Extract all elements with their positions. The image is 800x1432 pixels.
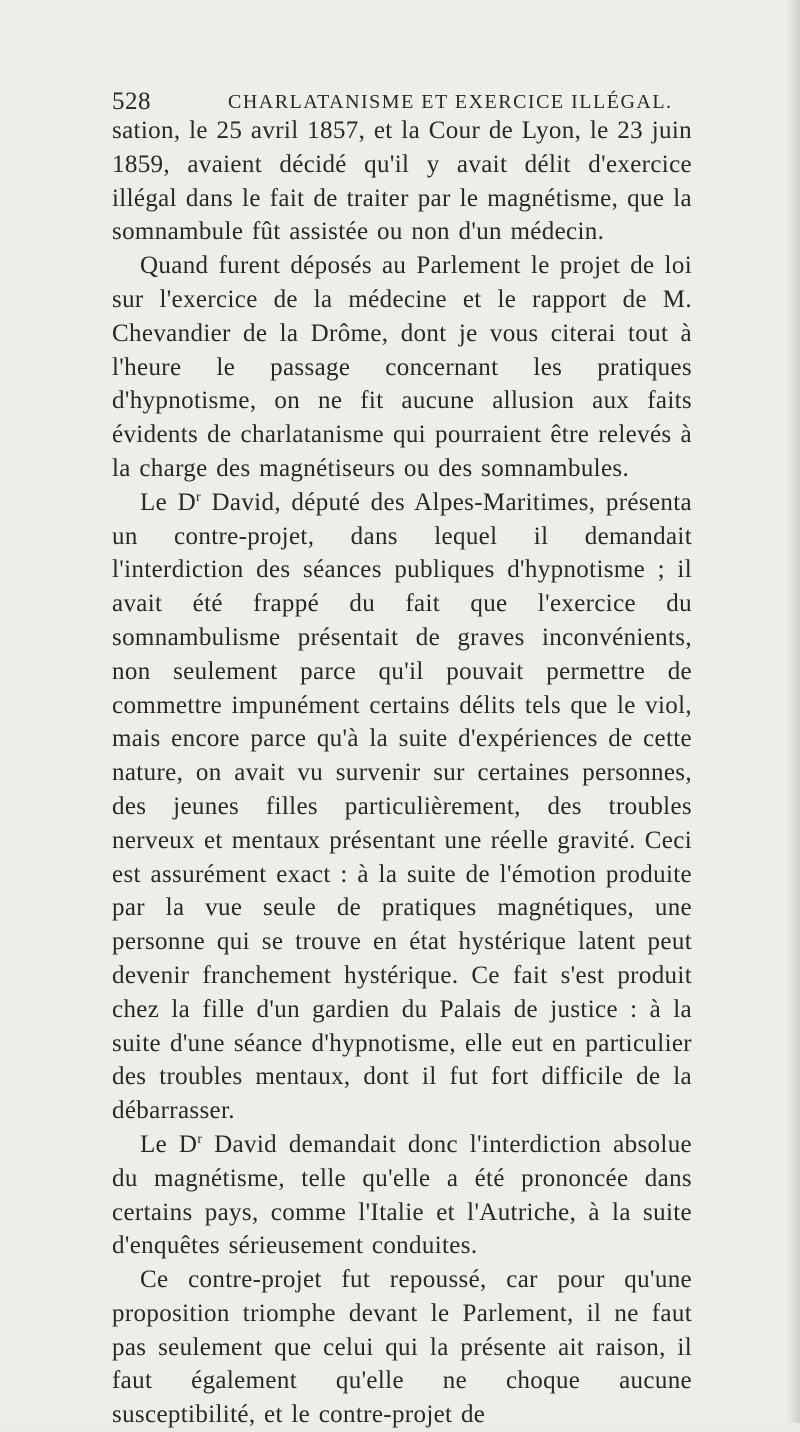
superscript-r: r	[195, 489, 201, 505]
paragraph-continuation	[112, 114, 692, 249]
paragraph-david-counter-project	[112, 486, 692, 1128]
paragraph-counter-project-rejected	[112, 1263, 692, 1432]
paragraph-text: David, député des Alpes-Maritimes, présenta un contre-projet, dans lequel il demandait l'interdiction des séances publiques d'hypnotisme ; il avait été frappé du fait que l'exercice du somnambulisme présentait de graves inconvénients, non seulement parce qu'il pouvait permettre de commettre impunément certains délits tels que le viol, mais encore parce qu'à la suite d'expériences de cette nature, on avait vu survenir sur certaines personnes, des jeunes filles particulièrement, des troubles nerveux et mentaux présentant une réelle gravité. Ceci est assurément exact : à la suite de l'émotion produite par la vue seule de pratiques magnétiques, une personne qui se trouve en état hystérique latent peut devenir franchement hystérique. Ce fait s'est produit chez la fille d'un gardien du Palais de justice : à la suite d'une séance d'hypnotisme, elle eut en particulier des troubles mentaux, dont il fut fort difficile de la débarrasser.	[112, 488, 692, 1125]
body-text	[112, 114, 692, 1432]
paragraph-david-interdiction	[112, 1128, 692, 1263]
paragraph-text: David demandait donc l'interdiction absolue du magnétisme, telle qu'elle a été prononcée dans certains pays, comme l'Italie et l'Autriche, à la suite d'enquêtes sérieusement conduites.	[112, 1130, 692, 1260]
running-head-title: CHARLATANISME ET EXERCICE ILLÉGAL.	[228, 91, 673, 113]
page-edge-shadow	[786, 0, 800, 1423]
paragraph-text: Ce contre-projet fut repoussé, car pour qu'une proposition triomphe devant le Parlement, il ne faut pas seulement que celui qui la présente ait raison, il faut également qu'elle ne choque aucune susceptibilité, et le contre-projet de	[112, 1266, 692, 1429]
paragraph-lead: Le D	[140, 488, 196, 516]
paragraph-lead: Le D	[140, 1130, 198, 1158]
paragraph-text: sation, le 25 avril 1857, et la Cour de Lyon, le 23 juin 1859, avaient décidé qu'il y avait délit d'exercice illégal dans le fait de traiter par le magnétisme, que la somnambule fût assistée ou non d'un médecin.	[112, 117, 692, 246]
superscript-r: r	[197, 1131, 203, 1147]
paragraph-text: Quand furent déposés au Parlement le projet de loi sur l'exercice de la médecine et le rapport de M. Chevandier de la Drôme, dont je vous citerai tout à l'heure le passage concernant les pratiques d'hypnotisme, on ne fit aucune allusion aux faits évidents de charlatanisme qui pourraient être relevés à la charge des magnétiseurs ou des somnambules.	[112, 252, 692, 482]
paragraph-parliament-project	[112, 249, 692, 486]
page-number: 528	[112, 88, 151, 115]
